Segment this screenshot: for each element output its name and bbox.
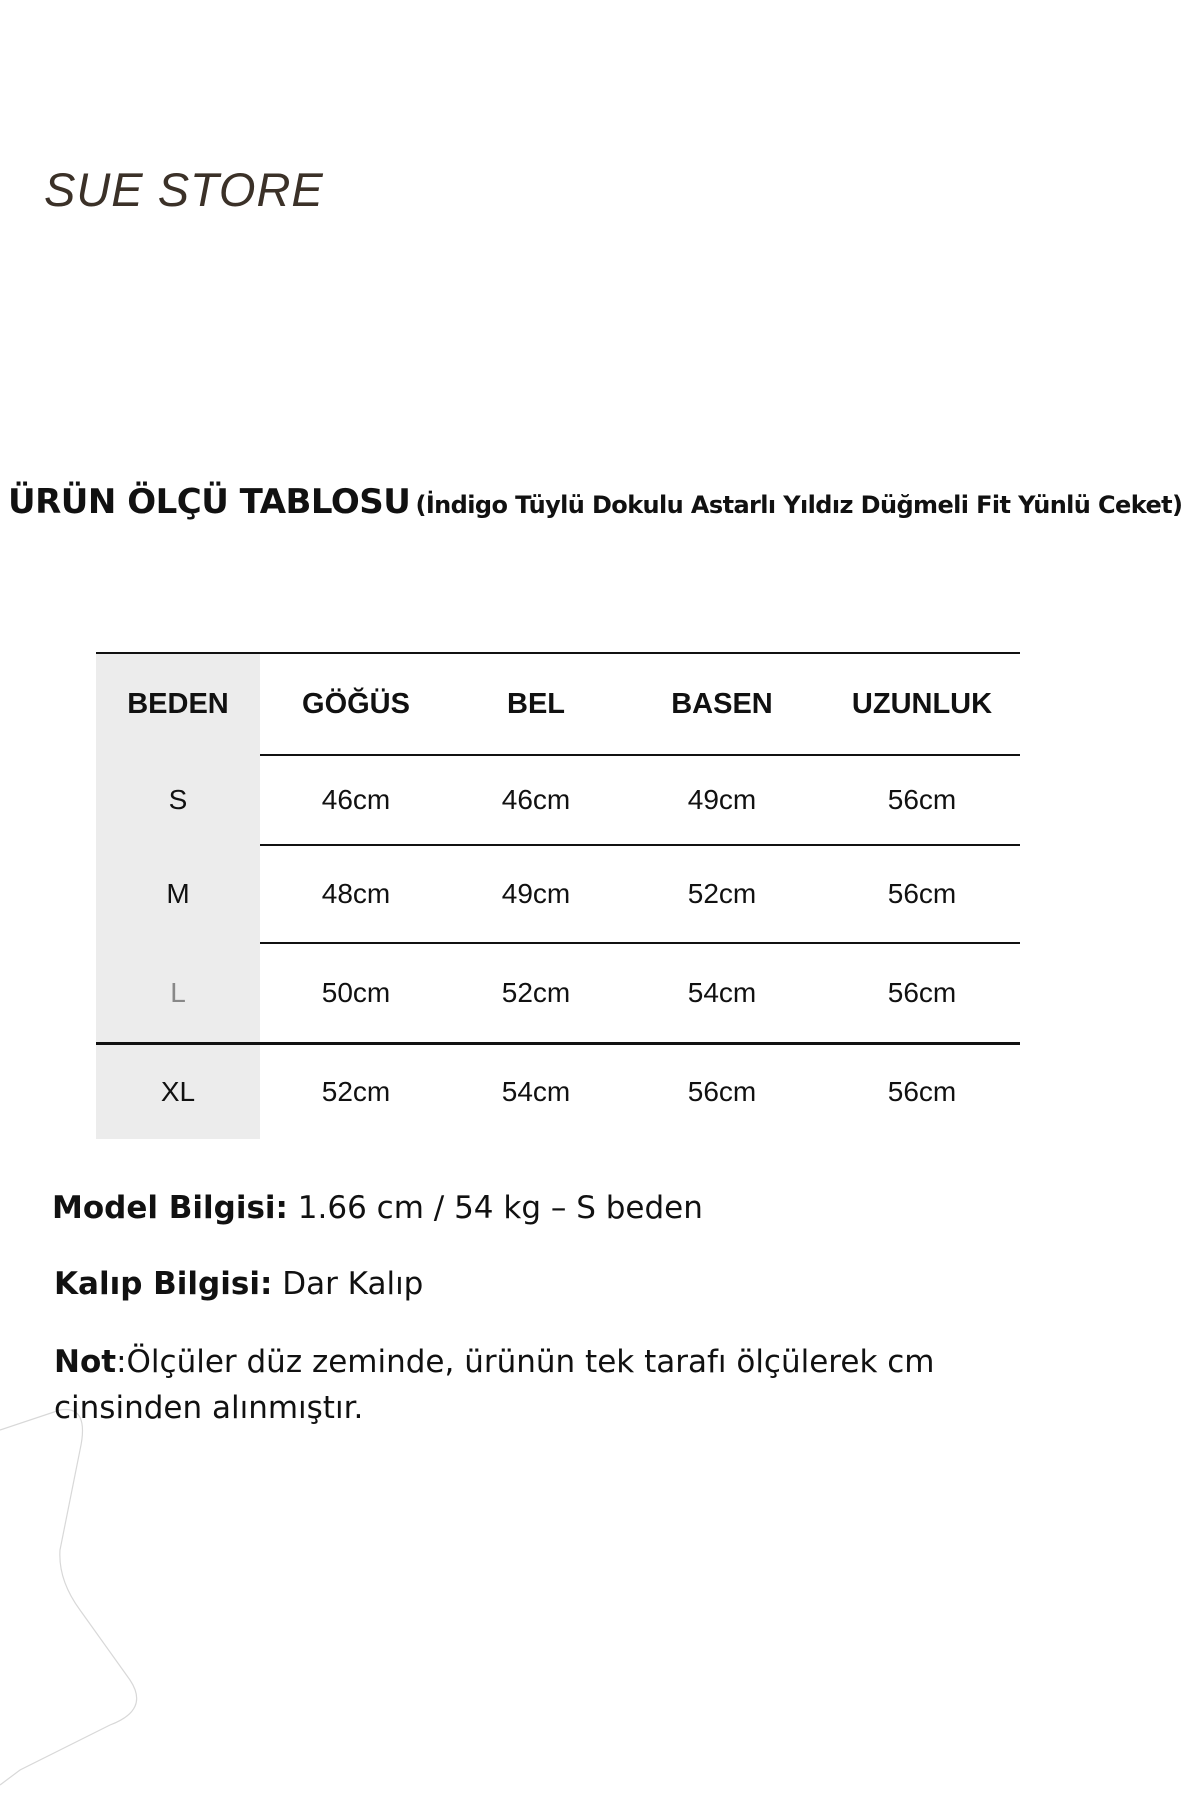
header-uzunluk: UZUNLUK [824,653,1020,755]
bel-cell: 46cm [452,755,620,845]
size-cell: L [96,943,260,1044]
table-row [96,845,1020,943]
basen-cell: 49cm [620,755,824,845]
basen-cell: 52cm [620,845,824,943]
header-beden: BEDEN [96,653,260,755]
table-row [96,755,1020,845]
table-header-row [96,653,1020,755]
size-cell: S [96,755,260,845]
size-cell: M [96,845,260,943]
gogus-cell: 46cm [260,755,452,845]
uzunluk-cell: 56cm [887,1076,957,1107]
title-product-name: (İndigo Tüylü Dokulu Astarlı Yıldız Düğmeli Fit Yünlü Ceket) [415,491,1183,519]
table-row [96,943,1020,1044]
fit-info-label: Kalıp Bilgisi: [54,1266,273,1302]
fit-info-value: Dar Kalıp [272,1266,424,1302]
model-info [52,1190,703,1226]
note-label: Not [54,1344,117,1380]
note-text: :Ölçüler düz zeminde, ürünün tek tarafı ölçülerek cm cinsinden alınmıştır. [54,1344,935,1426]
model-info-value: 1.66 cm / 54 kg – S beden [287,1190,703,1226]
basen-cell: 56cm [687,1076,757,1107]
fit-info [54,1266,423,1302]
title-main: ÜRÜN ÖLÇÜ TABLOSU [8,482,411,522]
gogus-cell: 52cm [321,1076,391,1107]
measurement-note [54,1339,954,1431]
bel-cell: 52cm [452,943,620,1044]
header-basen: BASEN [620,653,824,755]
size-cell: XL [96,1044,260,1140]
bel-cell: 49cm [452,845,620,943]
brand-logo: SUE STORE [44,163,324,216]
uzunluk-cell: 56cm [824,943,1020,1044]
header-bel: BEL [452,653,620,755]
basen-cell: 54cm [620,943,824,1044]
page-title [8,482,1182,522]
gogus-cell: 48cm [260,845,452,943]
decorative-line [0,1380,160,1800]
table-row [96,1044,1020,1140]
uzunluk-cell: 56cm [824,755,1020,845]
uzunluk-cell: 56cm [824,845,1020,943]
model-info-label: Model Bilgisi: [52,1190,288,1226]
bel-cell: 54cm [501,1076,571,1107]
size-table [96,652,1020,1139]
header-gogus: GÖĞÜS [260,653,452,755]
gogus-cell: 50cm [260,943,452,1044]
